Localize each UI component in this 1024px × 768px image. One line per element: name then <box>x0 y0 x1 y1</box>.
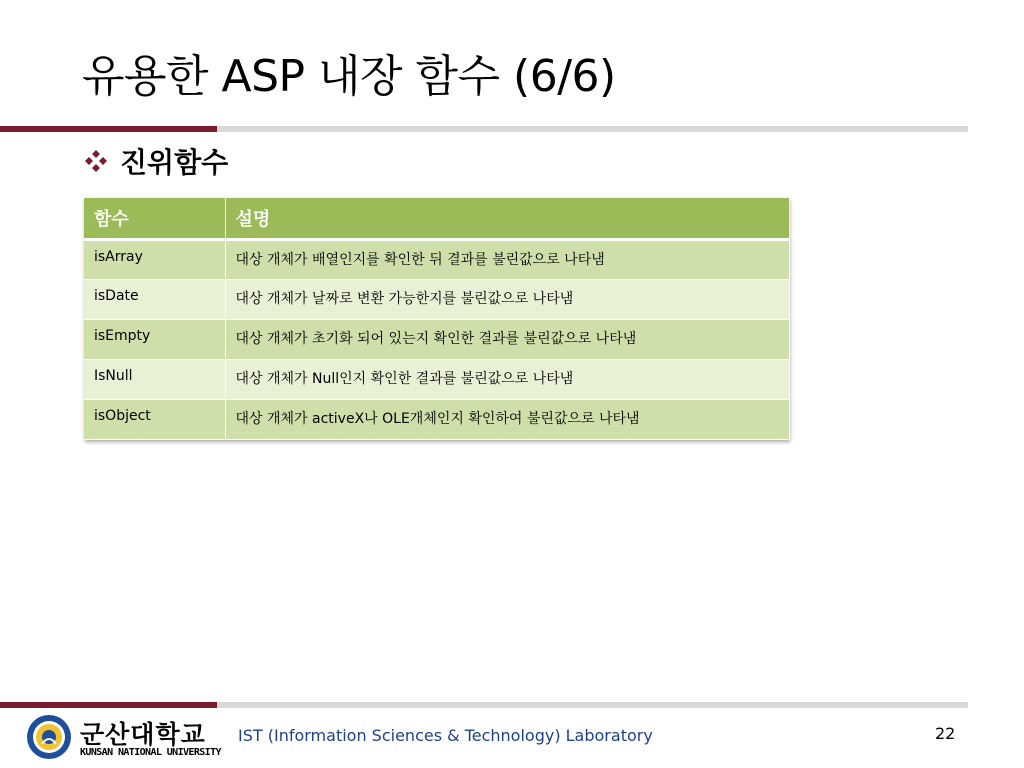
university-seal-icon <box>26 714 72 760</box>
header-function: 함수 <box>84 198 225 240</box>
description-cell: 대상 개체가 초기화 되어 있는지 확인한 결과를 불린값으로 나타냄 <box>225 320 789 360</box>
diamond-cluster-icon <box>82 147 110 175</box>
page-number: 22 <box>935 724 956 743</box>
footer-divider <box>0 702 968 708</box>
function-table <box>84 198 789 440</box>
university-name: 군산대학교 <box>80 720 206 749</box>
table-row <box>84 400 789 440</box>
description-cell: 대상 개체가 날짜로 변환 가능한지를 불린값으로 나타냄 <box>225 280 789 320</box>
function-name-cell: isArray <box>84 240 225 280</box>
title-divider-accent <box>0 126 217 132</box>
lab-name: IST (Information Sciences & Technology) Laboratory <box>238 726 653 745</box>
bullet-text: 진위함수 <box>120 146 229 179</box>
description-cell: 대상 개체가 배열인지를 확인한 뒤 결과를 불린값으로 나타냄 <box>225 240 789 280</box>
university-name-english: KUNSAN NATIONAL UNIVERSITY <box>80 747 221 758</box>
table-row <box>84 360 789 400</box>
header-description: 설명 <box>225 198 789 240</box>
table-row <box>84 320 789 360</box>
table-row <box>84 240 789 280</box>
footer-divider-accent <box>0 702 217 708</box>
slide-title: 유용한 ASP 내장 함수 (6/6) <box>82 51 616 102</box>
university-logo <box>26 713 221 761</box>
title-divider <box>0 126 968 132</box>
title-divider-base <box>217 126 968 132</box>
function-name-cell: IsNull <box>84 360 225 400</box>
function-name-cell: isObject <box>84 400 225 440</box>
footer-divider-base <box>217 702 968 708</box>
description-cell: 대상 개체가 activeX나 OLE개체인지 확인하여 불린값으로 나타냄 <box>225 400 789 440</box>
table-header-row <box>84 198 789 240</box>
description-cell: 대상 개체가 Null인지 확인한 결과를 불린값으로 나타냄 <box>225 360 789 400</box>
function-name-cell: isEmpty <box>84 320 225 360</box>
function-name-cell: isDate <box>84 280 225 320</box>
table-row <box>84 280 789 320</box>
bullet-item <box>82 141 228 181</box>
